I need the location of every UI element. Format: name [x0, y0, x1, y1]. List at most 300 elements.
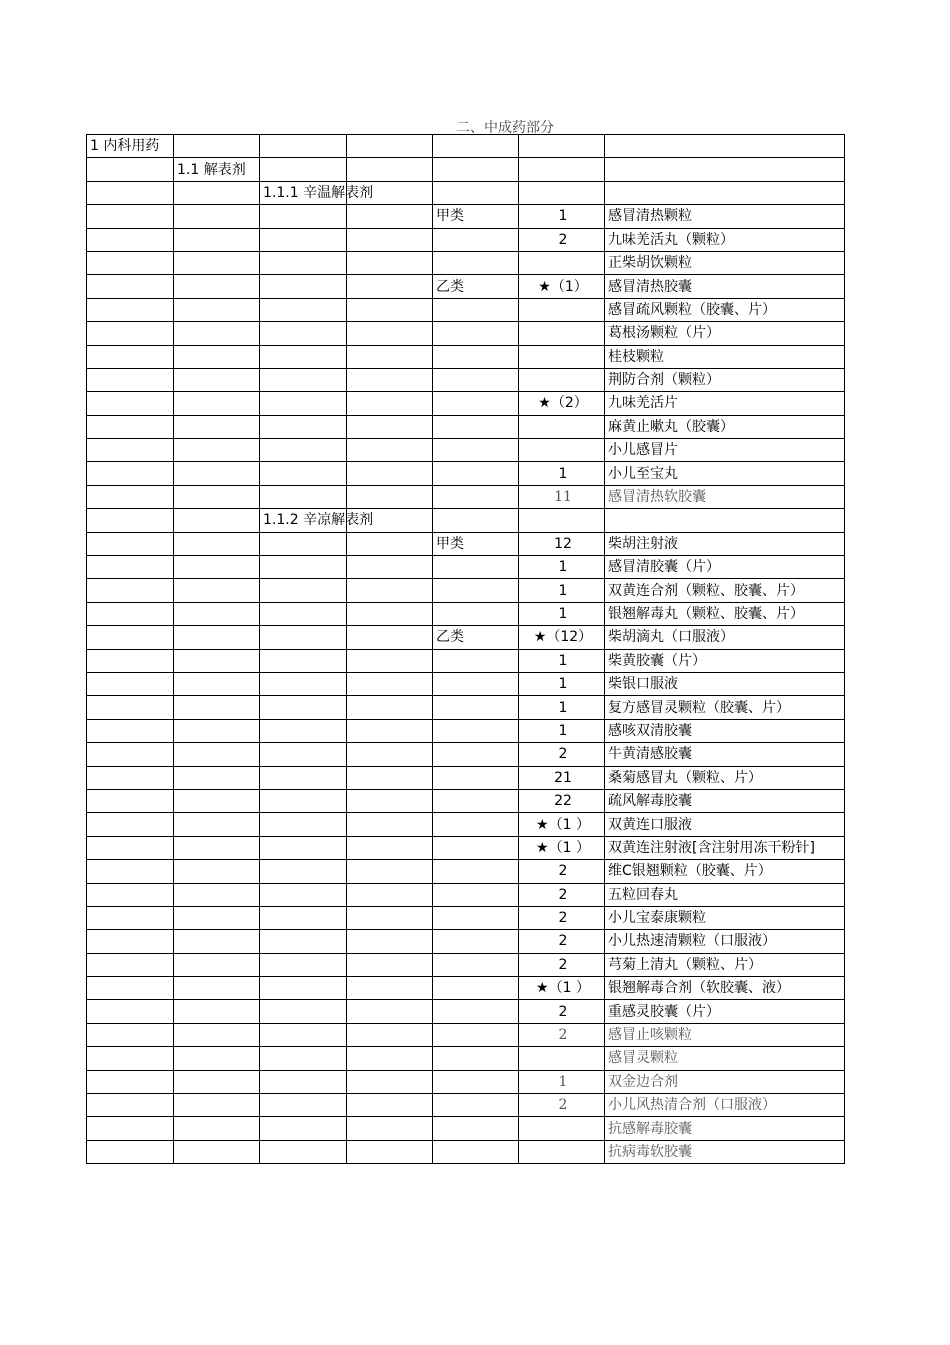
subcategory-cell — [174, 392, 260, 415]
class-cell — [433, 602, 519, 625]
extra-cell — [347, 696, 433, 719]
category-cell — [87, 1023, 174, 1046]
number-cell — [519, 415, 605, 438]
category-cell — [87, 251, 174, 274]
group-cell — [260, 532, 347, 555]
table-row — [87, 1140, 845, 1163]
extra-cell — [347, 135, 433, 158]
table-row — [87, 205, 845, 228]
group-cell — [260, 719, 347, 742]
extra-cell — [347, 883, 433, 906]
extra-cell — [347, 392, 433, 415]
category-cell — [87, 836, 174, 859]
class-cell — [433, 649, 519, 672]
subcategory-cell — [174, 977, 260, 1000]
extra-cell — [347, 602, 433, 625]
group-cell — [260, 696, 347, 719]
number-cell: 2 — [519, 930, 605, 953]
subcategory-cell — [174, 1140, 260, 1163]
group-cell — [260, 813, 347, 836]
subcategory-cell — [174, 860, 260, 883]
extra-cell — [347, 906, 433, 929]
drug-name-cell: 正柴胡饮颗粒 — [605, 251, 845, 274]
table-row — [87, 251, 845, 274]
extra-cell — [347, 743, 433, 766]
subcategory-cell — [174, 906, 260, 929]
number-cell: 12 — [519, 532, 605, 555]
extra-cell — [347, 1000, 433, 1023]
class-cell — [433, 813, 519, 836]
table-row — [87, 485, 845, 508]
extra-cell — [347, 836, 433, 859]
class-cell — [433, 1047, 519, 1070]
table-row — [87, 181, 845, 204]
table-row — [87, 462, 845, 485]
drug-name-cell: 感冒清热胶囊 — [605, 275, 845, 298]
number-cell — [519, 158, 605, 181]
extra-cell — [347, 1117, 433, 1140]
group-cell — [260, 579, 347, 602]
drug-name-cell: 小儿热速清颗粒（口服液） — [605, 930, 845, 953]
table-row — [87, 1070, 845, 1093]
class-cell — [433, 1000, 519, 1023]
class-cell — [433, 883, 519, 906]
group-cell — [260, 228, 347, 251]
number-cell — [519, 298, 605, 321]
group-cell: 1.1.1 辛温解表剂 — [260, 181, 347, 204]
drug-name-cell: 感咳双清胶囊 — [605, 719, 845, 742]
drug-name-cell: 银翘解毒丸（颗粒、胶囊、片） — [605, 602, 845, 625]
category-cell — [87, 1094, 174, 1117]
category-cell — [87, 1117, 174, 1140]
table-row — [87, 602, 845, 625]
extra-cell — [347, 930, 433, 953]
category-cell — [87, 649, 174, 672]
group-cell — [260, 930, 347, 953]
extra-cell — [347, 228, 433, 251]
subcategory-cell — [174, 275, 260, 298]
group-cell — [260, 860, 347, 883]
subcategory-cell — [174, 672, 260, 695]
class-cell — [433, 789, 519, 812]
number-cell: 2 — [519, 1023, 605, 1046]
group-cell — [260, 1023, 347, 1046]
category-cell — [87, 883, 174, 906]
table-row — [87, 672, 845, 695]
class-cell — [433, 1023, 519, 1046]
group-cell — [260, 1140, 347, 1163]
drug-name-cell: 双黄连注射液[含注射用冻干粉针] — [605, 836, 845, 859]
extra-cell — [347, 1070, 433, 1093]
class-cell — [433, 719, 519, 742]
category-cell — [87, 205, 174, 228]
category-cell — [87, 322, 174, 345]
number-cell: 1 — [519, 205, 605, 228]
table-row — [87, 1023, 845, 1046]
drug-name-cell: 九味羌活丸（颗粒） — [605, 228, 845, 251]
number-cell: 1 — [519, 1070, 605, 1093]
drug-name-cell: 桑菊感冒丸（颗粒、片） — [605, 766, 845, 789]
group-cell — [260, 462, 347, 485]
class-cell — [433, 1140, 519, 1163]
extra-cell — [347, 532, 433, 555]
drug-name-cell: 感冒止咳颗粒 — [605, 1023, 845, 1046]
extra-cell — [347, 485, 433, 508]
category-cell — [87, 743, 174, 766]
class-cell — [433, 509, 519, 532]
group-cell — [260, 298, 347, 321]
drug-name-cell: 银翘解毒合剂（软胶囊、液） — [605, 977, 845, 1000]
table-row — [87, 135, 845, 158]
class-cell — [433, 439, 519, 462]
number-cell: ★（2） — [519, 392, 605, 415]
number-cell — [519, 509, 605, 532]
drug-name-cell: 牛黄清感胶囊 — [605, 743, 845, 766]
class-cell — [433, 485, 519, 508]
drug-name-cell: 抗感解毒胶囊 — [605, 1117, 845, 1140]
drug-name-cell: 重感灵胶囊（片） — [605, 1000, 845, 1023]
number-cell: 2 — [519, 743, 605, 766]
group-cell — [260, 205, 347, 228]
category-cell — [87, 602, 174, 625]
category-cell — [87, 696, 174, 719]
drug-name-cell — [605, 509, 845, 532]
category-cell — [87, 626, 174, 649]
table-row — [87, 626, 845, 649]
number-cell: 1 — [519, 602, 605, 625]
number-cell: 2 — [519, 860, 605, 883]
category-cell — [87, 275, 174, 298]
drug-name-cell: 五粒回春丸 — [605, 883, 845, 906]
subcategory-cell: 1.1 解表剂 — [174, 158, 260, 181]
number-cell: 1 — [519, 696, 605, 719]
extra-cell — [347, 415, 433, 438]
drug-name-cell: 抗病毒软胶囊 — [605, 1140, 845, 1163]
number-cell — [519, 345, 605, 368]
extra-cell — [347, 462, 433, 485]
drug-name-cell: 感冒清热颗粒 — [605, 205, 845, 228]
number-cell — [519, 135, 605, 158]
group-cell — [260, 556, 347, 579]
table-row — [87, 275, 845, 298]
subcategory-cell — [174, 1047, 260, 1070]
drug-name-cell: 小儿至宝丸 — [605, 462, 845, 485]
subcategory-cell — [174, 1094, 260, 1117]
drug-name-cell: 感冒疏风颗粒（胶囊、片） — [605, 298, 845, 321]
table-row — [87, 298, 845, 321]
group-cell — [260, 251, 347, 274]
group-cell — [260, 649, 347, 672]
drug-name-cell: 维C银翘颗粒（胶囊、片） — [605, 860, 845, 883]
subcategory-cell — [174, 930, 260, 953]
subcategory-cell — [174, 1000, 260, 1023]
category-cell — [87, 532, 174, 555]
class-cell: 甲类 — [433, 205, 519, 228]
class-cell — [433, 696, 519, 719]
category-cell — [87, 368, 174, 391]
group-cell — [260, 977, 347, 1000]
group-cell — [260, 485, 347, 508]
drug-name-cell: 柴胡滴丸（口服液） — [605, 626, 845, 649]
table-row — [87, 392, 845, 415]
subcategory-cell — [174, 719, 260, 742]
drug-name-cell: 柴黄胶囊（片） — [605, 649, 845, 672]
number-cell: 1 — [519, 672, 605, 695]
extra-cell — [347, 1047, 433, 1070]
group-cell — [260, 836, 347, 859]
class-cell — [433, 953, 519, 976]
drug-name-cell: 小儿宝泰康颗粒 — [605, 906, 845, 929]
drug-name-cell: 九味羌活片 — [605, 392, 845, 415]
category-cell — [87, 462, 174, 485]
extra-cell — [347, 649, 433, 672]
group-cell — [260, 368, 347, 391]
category-cell — [87, 906, 174, 929]
group-cell — [260, 1094, 347, 1117]
class-cell: 甲类 — [433, 532, 519, 555]
table-row — [87, 906, 845, 929]
category-cell — [87, 298, 174, 321]
subcategory-cell — [174, 579, 260, 602]
extra-cell — [347, 439, 433, 462]
category-cell — [87, 789, 174, 812]
subcategory-cell — [174, 696, 260, 719]
number-cell — [519, 1117, 605, 1140]
class-cell — [433, 579, 519, 602]
number-cell: 2 — [519, 228, 605, 251]
table-row — [87, 649, 845, 672]
extra-cell — [347, 719, 433, 742]
category-cell — [87, 345, 174, 368]
table-row — [87, 719, 845, 742]
group-cell — [260, 1047, 347, 1070]
group-cell — [260, 1000, 347, 1023]
table-row — [87, 415, 845, 438]
group-cell — [260, 345, 347, 368]
drug-name-cell: 双黄连口服液 — [605, 813, 845, 836]
number-cell: 1 — [519, 462, 605, 485]
category-cell — [87, 509, 174, 532]
number-cell: 2 — [519, 1000, 605, 1023]
class-cell — [433, 392, 519, 415]
drug-name-cell: 疏风解毒胶囊 — [605, 789, 845, 812]
number-cell: ★（1 ） — [519, 836, 605, 859]
page-title: 二、中成药部分 — [456, 120, 554, 136]
group-cell — [260, 906, 347, 929]
table-row — [87, 509, 845, 532]
category-cell — [87, 672, 174, 695]
category-cell — [87, 1047, 174, 1070]
number-cell: 11 — [519, 485, 605, 508]
extra-cell — [347, 158, 433, 181]
group-cell — [260, 392, 347, 415]
subcategory-cell — [174, 415, 260, 438]
table-row — [87, 789, 845, 812]
subcategory-cell — [174, 602, 260, 625]
group-cell — [260, 743, 347, 766]
category-cell — [87, 766, 174, 789]
group-cell — [260, 135, 347, 158]
subcategory-cell — [174, 251, 260, 274]
category-cell — [87, 719, 174, 742]
extra-cell — [347, 368, 433, 391]
category-cell — [87, 1140, 174, 1163]
subcategory-cell — [174, 1023, 260, 1046]
drug-name-cell: 感冒清热软胶囊 — [605, 485, 845, 508]
extra-cell — [347, 789, 433, 812]
subcategory-cell — [174, 462, 260, 485]
table-row — [87, 813, 845, 836]
class-cell — [433, 251, 519, 274]
class-cell — [433, 836, 519, 859]
class-cell — [433, 766, 519, 789]
subcategory-cell — [174, 205, 260, 228]
drug-name-cell: 柴银口服液 — [605, 672, 845, 695]
table-row — [87, 322, 845, 345]
subcategory-cell — [174, 345, 260, 368]
extra-cell — [347, 953, 433, 976]
table-row — [87, 556, 845, 579]
subcategory-cell — [174, 649, 260, 672]
table-row — [87, 860, 845, 883]
class-cell — [433, 415, 519, 438]
group-cell — [260, 626, 347, 649]
number-cell: 22 — [519, 789, 605, 812]
category-cell — [87, 1070, 174, 1093]
number-cell: ★（1） — [519, 275, 605, 298]
subcategory-cell — [174, 322, 260, 345]
class-cell — [433, 181, 519, 204]
class-cell — [433, 368, 519, 391]
number-cell — [519, 1140, 605, 1163]
category-cell — [87, 977, 174, 1000]
number-cell: 21 — [519, 766, 605, 789]
class-cell — [433, 1070, 519, 1093]
class-cell — [433, 1094, 519, 1117]
drug-name-cell — [605, 181, 845, 204]
subcategory-cell — [174, 743, 260, 766]
number-cell — [519, 439, 605, 462]
drug-name-cell: 小儿风热清合剂（口服液） — [605, 1094, 845, 1117]
number-cell — [519, 322, 605, 345]
class-cell — [433, 462, 519, 485]
drug-name-cell: 感冒清胶囊（片） — [605, 556, 845, 579]
table-row — [87, 743, 845, 766]
group-cell — [260, 415, 347, 438]
group-cell — [260, 1117, 347, 1140]
subcategory-cell — [174, 953, 260, 976]
number-cell: ★（12） — [519, 626, 605, 649]
group-cell — [260, 953, 347, 976]
table-row — [87, 883, 845, 906]
drug-name-cell: 双黄连合剂（颗粒、胶囊、片） — [605, 579, 845, 602]
subcategory-cell — [174, 135, 260, 158]
class-cell — [433, 1117, 519, 1140]
category-cell — [87, 813, 174, 836]
drug-name-cell: 桂枝颗粒 — [605, 345, 845, 368]
subcategory-cell — [174, 836, 260, 859]
extra-cell — [347, 1140, 433, 1163]
extra-cell — [347, 977, 433, 1000]
category-cell — [87, 1000, 174, 1023]
extra-cell — [347, 766, 433, 789]
extra-cell — [347, 860, 433, 883]
number-cell: 2 — [519, 883, 605, 906]
number-cell: 1 — [519, 719, 605, 742]
extra-cell — [347, 813, 433, 836]
subcategory-cell — [174, 626, 260, 649]
extra-cell — [347, 275, 433, 298]
category-cell — [87, 930, 174, 953]
drug-name-cell — [605, 158, 845, 181]
subcategory-cell — [174, 485, 260, 508]
number-cell: 1 — [519, 556, 605, 579]
extra-cell — [347, 626, 433, 649]
subcategory-cell — [174, 228, 260, 251]
class-cell — [433, 906, 519, 929]
table-row — [87, 158, 845, 181]
number-cell — [519, 181, 605, 204]
number-cell — [519, 251, 605, 274]
class-cell — [433, 743, 519, 766]
category-cell — [87, 485, 174, 508]
class-cell — [433, 135, 519, 158]
table-body — [87, 135, 845, 1164]
drug-name-cell: 荆防合剂（颗粒） — [605, 368, 845, 391]
subcategory-cell — [174, 789, 260, 812]
drug-name-cell: 葛根汤颗粒（片） — [605, 322, 845, 345]
extra-cell — [347, 579, 433, 602]
category-cell: 1 内科用药 — [87, 135, 174, 158]
extra-cell — [347, 556, 433, 579]
class-cell: 乙类 — [433, 275, 519, 298]
drug-table — [86, 134, 845, 1164]
class-cell — [433, 345, 519, 368]
class-cell — [433, 228, 519, 251]
subcategory-cell — [174, 509, 260, 532]
extra-cell — [347, 1023, 433, 1046]
group-cell: 1.1.2 辛凉解表剂 — [260, 509, 347, 532]
drug-name-cell: 柴胡注射液 — [605, 532, 845, 555]
table-row — [87, 1094, 845, 1117]
number-cell: ★（1 ） — [519, 813, 605, 836]
number-cell — [519, 368, 605, 391]
class-cell — [433, 930, 519, 953]
category-cell — [87, 556, 174, 579]
extra-cell — [347, 672, 433, 695]
extra-cell — [347, 251, 433, 274]
number-cell: 2 — [519, 906, 605, 929]
class-cell — [433, 556, 519, 579]
class-cell: 乙类 — [433, 626, 519, 649]
drug-name-cell: 小儿感冒片 — [605, 439, 845, 462]
category-cell — [87, 439, 174, 462]
subcategory-cell — [174, 532, 260, 555]
subcategory-cell — [174, 813, 260, 836]
table-row — [87, 953, 845, 976]
group-cell — [260, 1070, 347, 1093]
number-cell: 2 — [519, 1094, 605, 1117]
table-row — [87, 766, 845, 789]
class-cell — [433, 672, 519, 695]
subcategory-cell — [174, 368, 260, 391]
class-cell — [433, 977, 519, 1000]
group-cell — [260, 322, 347, 345]
group-cell — [260, 602, 347, 625]
table-row — [87, 1000, 845, 1023]
number-cell: 2 — [519, 953, 605, 976]
table-row — [87, 345, 845, 368]
